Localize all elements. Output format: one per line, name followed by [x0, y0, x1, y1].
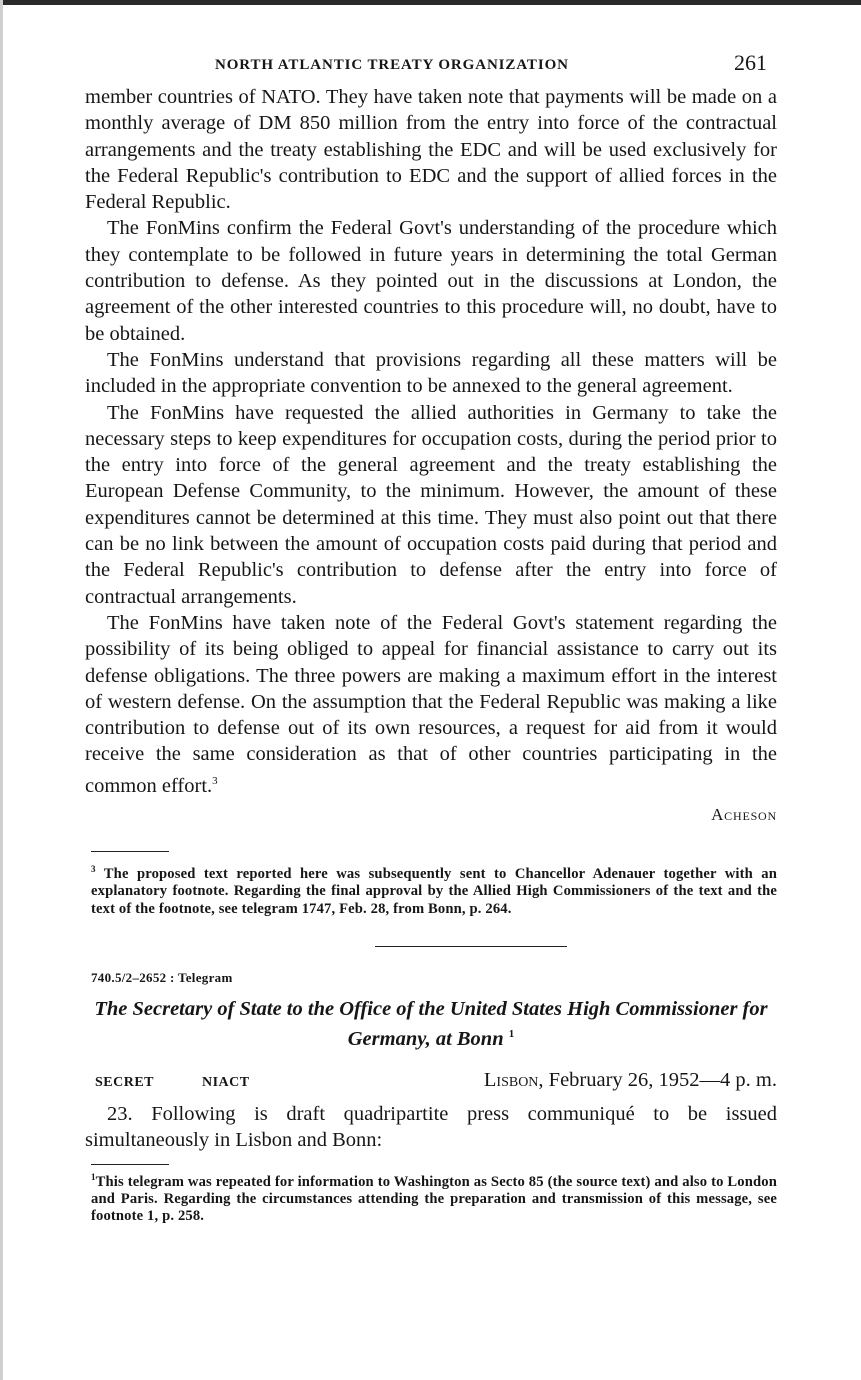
paragraph: The FonMins confirm the Federal Govt's understanding of the procedure which they contemplate to be followed in future years in determining the total German contribution to defense. As they pointed out in the discussions at London, the agreement of the other interested countries to this procedure will, no doubt, have to be obtained.	[85, 217, 777, 345]
footnote-text: The proposed text reported here was subsequently sent to Chancellor Adenauer together with an explanatory footnote. Regarding the final approval by the Allied High Commissioners of the text and the text of the footnote, see telegram 1747, Feb. 28, from Bonn, p. 264.	[91, 865, 777, 917]
message-body	[85, 1101, 777, 1154]
paragraph: The FonMins have requested the allied authorities in Germany to take the necessary steps to keep expenditures for occupation costs, during the period prior to the entry into force of the general agreement and the treaty establishing the European Defense Community, to the minimum. However, the amount of these expenditures cannot be determined at this time. They must also point out that there can be no link between the amount of occupation costs paid during that period and the Federal Republic's contribution to defense after the entry into force of contractual arrangements.	[85, 401, 777, 608]
place: Lisbon,	[483, 1069, 544, 1092]
message-paragraph: 23. Following is draft quadripartite press communiqué to be issued simultaneously in Lisbon and Bonn:	[85, 1103, 777, 1152]
file-reference: 740.5/2–2652 : Telegram	[91, 970, 233, 986]
page-top-edge	[0, 0, 861, 5]
paragraph: The FonMins understand that provisions regarding all these matters will be included in the appropriate convention to be annexed to the general agreement.	[85, 348, 777, 398]
paragraph-last	[85, 610, 777, 799]
footnote-3	[91, 861, 777, 918]
footnote-1	[91, 1169, 777, 1226]
page-left-edge	[0, 0, 3, 1380]
footnote-ref-1: 1	[508, 1028, 515, 1041]
book-page	[85, 48, 777, 1226]
date-time: February 26, 1952—4 p. m.	[548, 1069, 777, 1092]
signature: Acheson	[711, 804, 777, 824]
footnote-marker: 1	[91, 1171, 96, 1182]
place-date	[484, 1069, 777, 1092]
running-head: NORTH ATLANTIC TREATY ORGANIZATION	[215, 57, 569, 73]
footnote-divider	[91, 851, 169, 852]
footnote-divider-2	[91, 1164, 169, 1165]
footnote-text: This telegram was repeated for information to Washington as Secto 85 (the source text) and also to London and Paris. Regarding the circumstances attending the preparation and transmission of this message, see footnote 1, p. 258.	[91, 1173, 777, 1225]
paragraph-continued: member countries of NATO. They have taken note that payments will be made on a monthly average of DM 850 million from the entry into force of the contractual arrangements and the treaty establishing the EDC and will be used exclusively for the Federal Republic's contribution to EDC and the support of allied forces in the Federal Republic.	[85, 86, 777, 214]
document-title	[85, 997, 777, 1052]
document-title-text: The Secretary of State to the Office of the United States High Commissioner for Germany, at Bonn	[94, 998, 768, 1051]
page-header	[85, 48, 777, 84]
footnote-marker: 3	[91, 863, 96, 874]
page-number: 261	[734, 50, 767, 75]
section-divider	[375, 946, 567, 947]
dateline	[85, 1069, 777, 1099]
footnote-ref-3: 3	[212, 774, 218, 787]
paragraph-text: The FonMins have taken note of the Federal Govt's statement regarding the possibility of its being obliged to appeal for financial assistance to carry out its defense obligations. The three powers are making a maximum effort in the interest of western defense. On the assumption that the Federal Republic was making a like contribution to defense out of its own resources, a request for aid from it would receive the same consideration as that of other countries participating in the common effort.	[85, 611, 777, 797]
telegram-body	[85, 84, 777, 825]
classification-label: SECRET	[95, 1075, 155, 1091]
channel-label: NIACT	[202, 1075, 250, 1091]
